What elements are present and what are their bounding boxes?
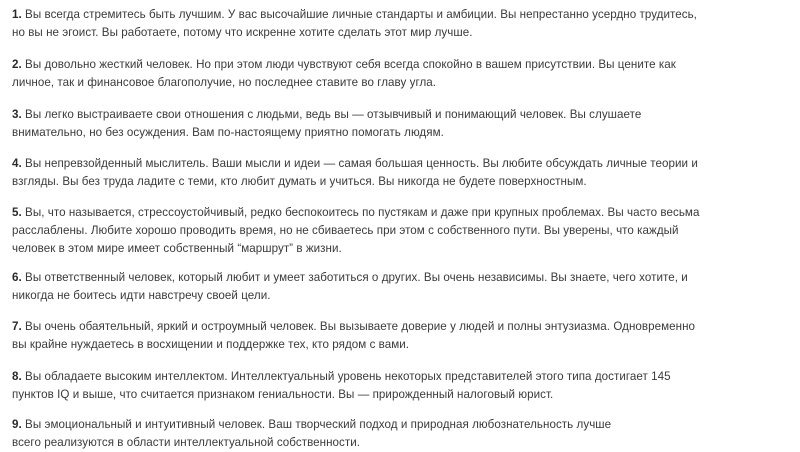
item-line: пунктов IQ и выше, что считается признаком гениальности. Вы — прирожденный налоговый юрист. xyxy=(12,388,554,401)
item-text: Вы эмоциональный и интуитивный человек. Ваш творческий подход и природная любознательность лучше xyxy=(21,418,612,431)
item-line: человек в этом мире имеет собственный “маршрут” в жизни. xyxy=(12,242,342,255)
item-line: вы крайне нуждаетесь в восхищении и поддержке тех, кто рядом с вами. xyxy=(12,338,410,351)
item-line xyxy=(12,269,792,287)
item-number: 4. xyxy=(12,157,22,170)
item-number: 3. xyxy=(12,108,22,121)
item-line xyxy=(12,106,792,124)
item-line xyxy=(12,416,792,434)
item-text: Вы всегда стремитесь быть лучшим. У вас высочайшие личные стандарты и амбиции. Вы непрестанно усердно трудитесь, xyxy=(21,8,697,21)
list-item-6 xyxy=(12,269,792,305)
item-number: 9. xyxy=(12,418,22,431)
item-line: расслаблены. Любите хорошо проводить время, но не сбиваетесь при этом с собственного пути. Вы уверены, что каждый xyxy=(12,224,679,237)
list-item-9 xyxy=(12,416,792,452)
item-number: 7. xyxy=(12,320,22,333)
list-item-7 xyxy=(12,318,792,354)
item-number: 1. xyxy=(12,8,22,21)
item-line: но вы не эгоист. Вы работаете, потому что искренне хотите сделать этот мир лучше. xyxy=(12,26,473,39)
item-number: 2. xyxy=(12,58,22,71)
list-item-2 xyxy=(12,56,792,92)
item-text: Вы, что называется, стрессоустойчивый, редко беспокоитесь по пустякам и даже при крупных проблемах. Вы часто весьма xyxy=(21,206,700,219)
item-line: никогда не боитесь идти навстречу своей цели. xyxy=(12,289,271,302)
item-line xyxy=(12,368,792,386)
list-item-3 xyxy=(12,106,792,142)
item-line xyxy=(12,56,792,74)
item-line xyxy=(12,155,792,173)
list-item-4 xyxy=(12,155,792,191)
item-number: 5. xyxy=(12,206,22,219)
item-text: Вы довольно жесткий человек. Но при этом люди чувствуют себя всегда спокойно в вашем присутствии. Вы цените как xyxy=(21,58,676,71)
item-number: 6. xyxy=(12,271,22,284)
item-number: 8. xyxy=(12,370,22,383)
item-line xyxy=(12,318,792,336)
list-item-5 xyxy=(12,204,792,258)
item-line: всего реализуются в области интеллектуальной собственности. xyxy=(12,436,361,449)
item-line xyxy=(12,6,792,24)
list-item-1 xyxy=(12,6,792,42)
item-text: Вы легко выстраиваете свои отношения с людьми, ведь вы — отзывчивый и понимающий человек. Вы слушаете xyxy=(21,108,642,121)
item-line: взгляды. Вы без труда ладите с теми, кто любит думать и учиться. Вы никогда не будете поверхностным. xyxy=(12,175,587,188)
item-text: Вы непревзойденный мыслитель. Ваши мысли и идеи — самая большая ценность. Вы любите обсуждать личные теории и xyxy=(21,157,698,170)
list-item-8 xyxy=(12,368,792,404)
item-text: Вы ответственный человек, который любит и умеет заботиться о других. Вы очень независимы. Вы знаете, чего хотите, и xyxy=(21,271,688,284)
item-line: внимательно, но без осуждения. Вам по-настоящему приятно помогать людям. xyxy=(12,126,444,139)
item-line: личное, так и финансовое благополучие, но последнее ставите во главу угла. xyxy=(12,76,437,89)
item-line xyxy=(12,204,792,222)
item-text: Вы очень обаятельный, яркий и остроумный человек. Вы вызываете доверие у людей и полны энтузиазма. Одновременно xyxy=(21,320,696,333)
item-text: Вы обладаете высоким интеллектом. Интеллектуальный уровень некоторых представителей этого типа достигает 145 xyxy=(21,370,671,383)
